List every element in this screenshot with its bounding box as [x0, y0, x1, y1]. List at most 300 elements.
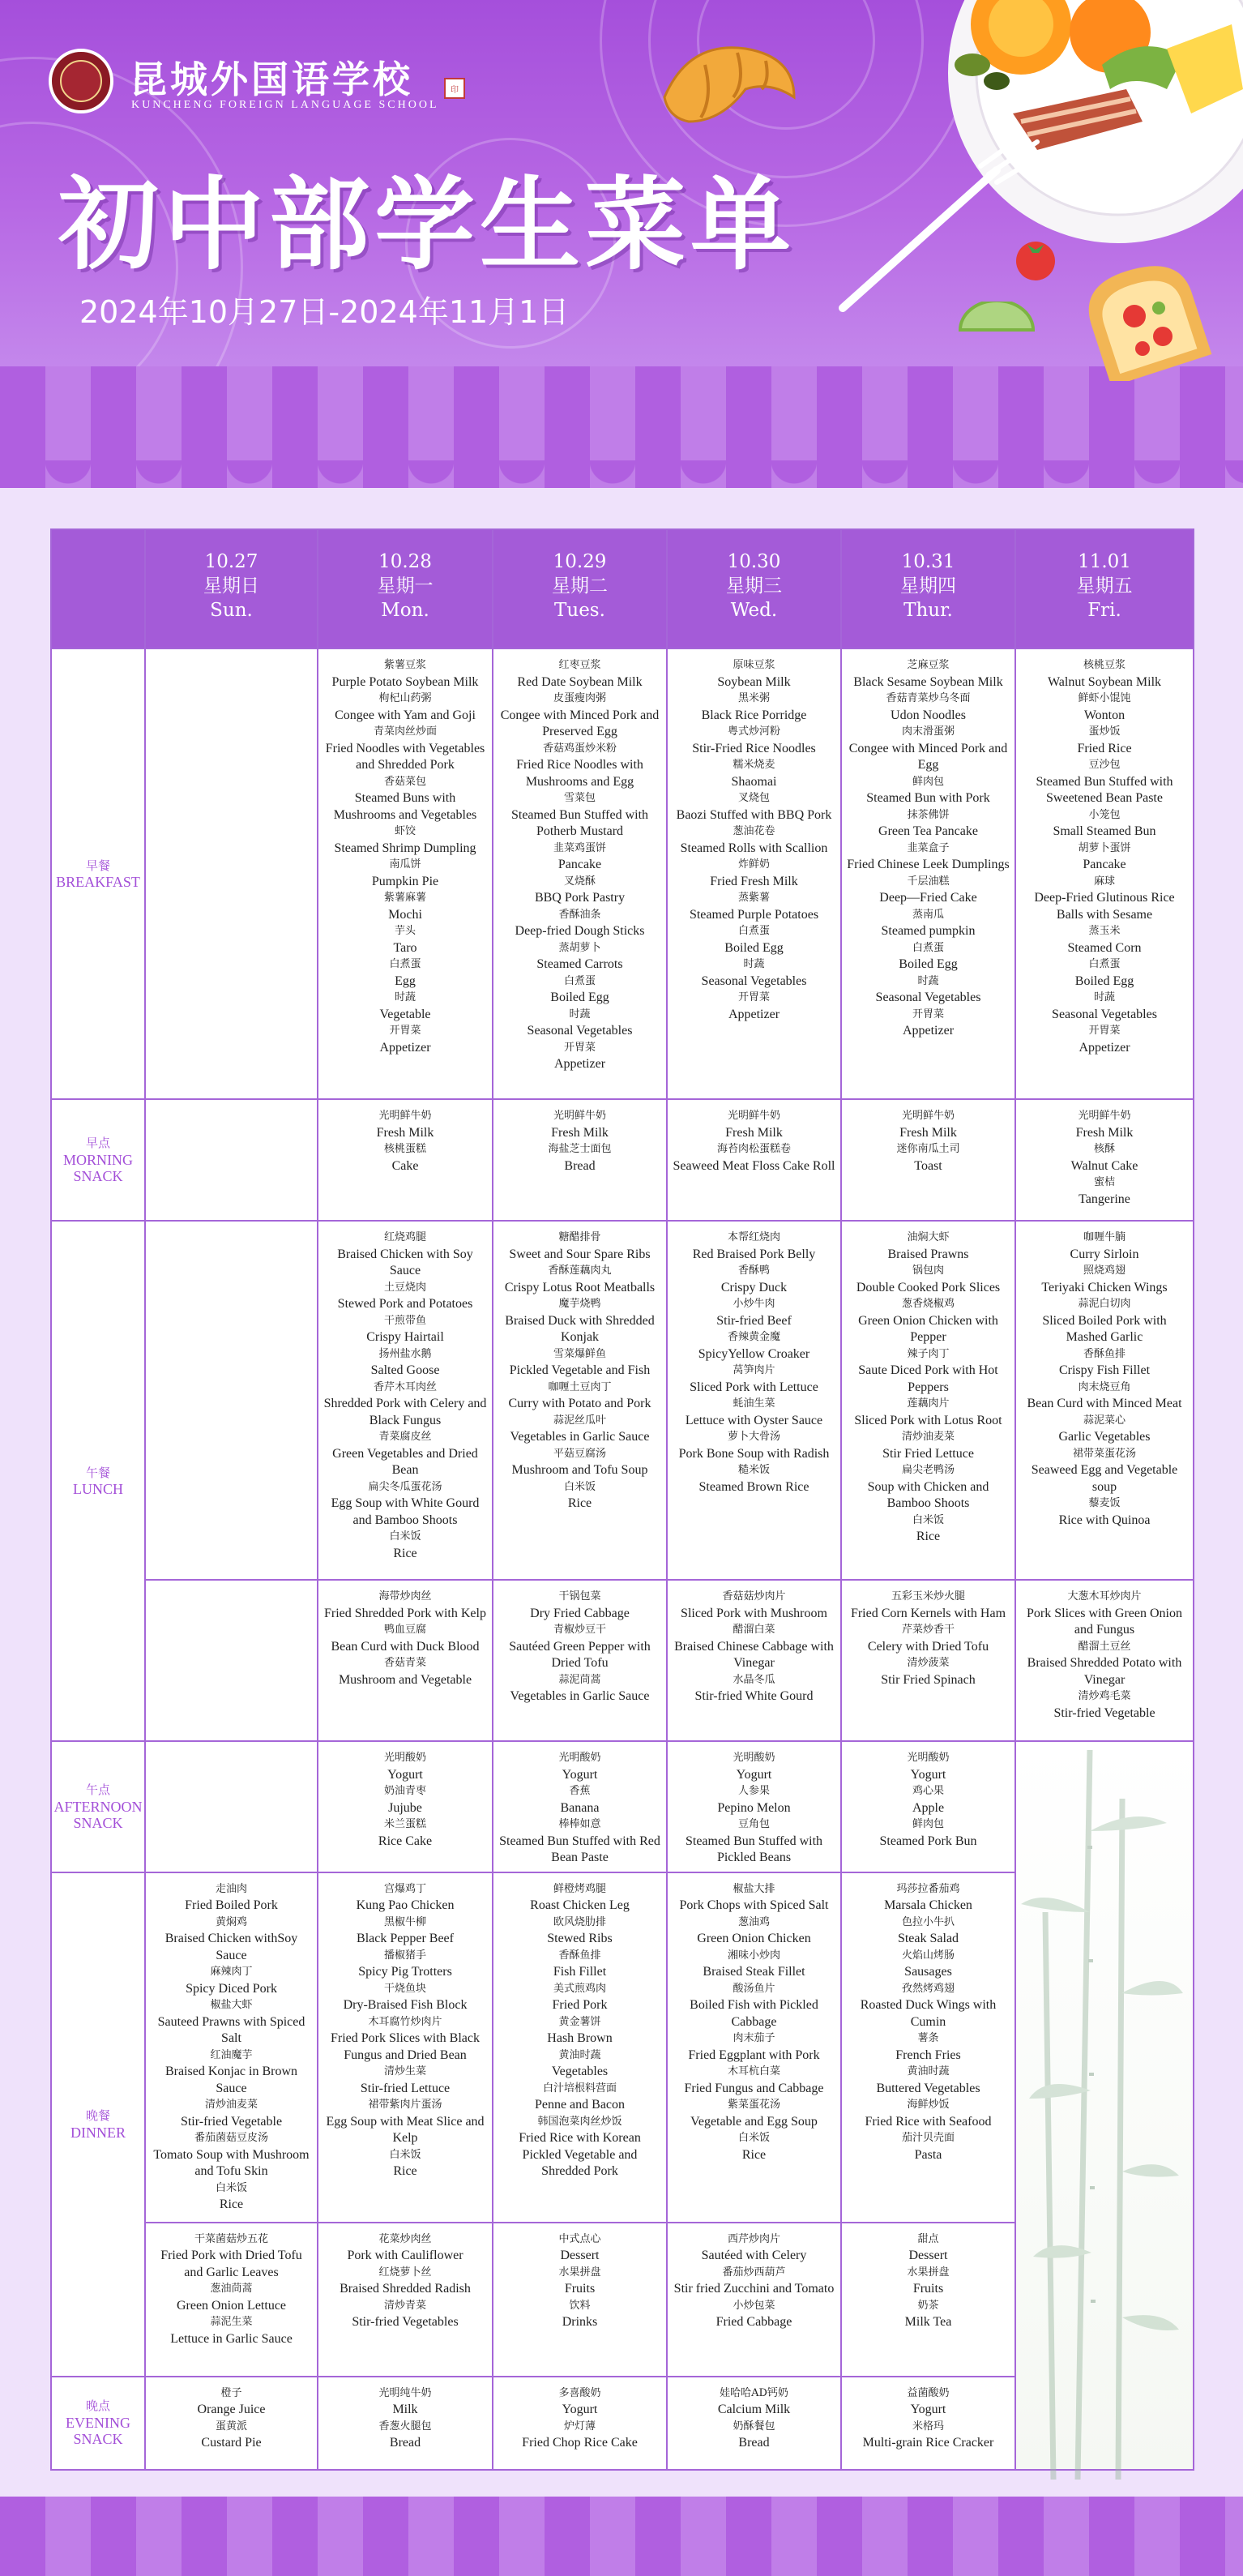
dish-name-en: Steamed Bun Stuffed with Potherb Mustard — [510, 807, 649, 838]
dish-name-en: Yogurt — [387, 1767, 423, 1782]
dish-name-cn: 黑米粥 — [737, 692, 770, 704]
menu-cell — [493, 1580, 667, 1741]
dish-name-en: Steamed Shrimp Dumpling — [334, 841, 476, 855]
dish-name-cn: 香辣黄金魔 — [727, 1331, 780, 1343]
dish-name-cn: 醋溜土豆丝 — [1078, 1640, 1131, 1653]
meal-label-afternoon-snack: 午点 AFTERNOON SNACK — [51, 1741, 145, 1872]
dish-name-en: Walnut Soybean Milk — [1047, 674, 1162, 689]
dish-name-cn: 米格玛 — [912, 2420, 944, 2433]
dish-name-cn: 韭菜盒子 — [907, 841, 950, 854]
dish-name-cn: 雪菜包 — [563, 792, 596, 804]
dish-name-en: Rice — [741, 2147, 767, 2162]
dish-name-cn: 白煮蛋 — [912, 941, 944, 954]
school-name: 昆城外国语学校 — [130, 58, 413, 101]
footer-awning — [0, 2497, 1243, 2576]
menu-table — [50, 528, 1194, 2471]
dish-name-cn: 红烧萝卜丝 — [378, 2266, 432, 2279]
menu-cell — [667, 1580, 841, 1741]
dish-name-cn: 魔芋烧鸭 — [558, 1298, 601, 1310]
dish-name-cn: 麻球 — [1093, 875, 1115, 888]
dish-name-en: Yogurt — [736, 1767, 772, 1782]
day-header: 10.28 星期一 Mon. — [318, 529, 493, 648]
dish-name-en: Dry-Braised Fish Block — [343, 1998, 468, 2012]
dish-name-cn: 香酥油条 — [558, 908, 601, 921]
dish-name-en: Apple — [912, 1800, 945, 1815]
dish-name-en: Black Pepper Beef — [357, 1932, 454, 1945]
dish-name-en: Stir-fried White Gourd — [694, 1689, 814, 1703]
dish-name-cn: 干烧鱼块 — [383, 1982, 426, 1995]
dish-name-en: Braised Shredded Potato with Vinegar — [1027, 1656, 1182, 1687]
dish-name-cn: 时蔬 — [569, 1008, 591, 1021]
dish-name-en: Pancake — [1083, 858, 1126, 871]
dish-name-en: Stir Fried Lettuce — [882, 1446, 974, 1461]
dish-name-en: Steamed Bun Stuffed with Red Bean Paste — [499, 1834, 660, 1864]
dish-name-en: Fruits — [564, 2282, 596, 2296]
dish-name-en: Stir Fried Spinach — [881, 1672, 976, 1687]
dish-name-en: Rice — [567, 1496, 592, 1510]
dish-name-en: Purple Potato Soybean Milk — [331, 674, 479, 689]
toast-icon — [1078, 259, 1215, 381]
dish-name-en: Braised Konjac in Brown Sauce — [164, 2065, 298, 2095]
dish-name-cn: 照烧鸡翅 — [1083, 1264, 1126, 1277]
dish-name-en: Mushroom and Tofu Soup — [511, 1463, 648, 1477]
dish-name-cn: 炸鲜奶 — [737, 858, 770, 871]
dish-name-cn: 扬州盐水鹅 — [378, 1347, 432, 1360]
dish-name-en: Fried Boiled Pork — [185, 1898, 278, 1912]
dish-name-en: Taro — [393, 940, 417, 955]
dish-name-cn: 黄油时蔬 — [907, 2065, 950, 2077]
dish-name-cn: 叉烧包 — [737, 792, 770, 804]
day-header: 11.01 星期五 Fri. — [1015, 529, 1194, 648]
dish-name-cn: 白米饭 — [389, 1530, 421, 1543]
dish-name-en: Fried Noodles with Vegetables and Shredded Pork — [325, 741, 485, 772]
dish-name-cn: 清炒油麦菜 — [901, 1431, 955, 1443]
dish-name-cn: 蛋炒饭 — [1088, 725, 1121, 738]
dish-name-en: Fresh Milk — [899, 1125, 957, 1140]
dish-name-en: Seasonal Vegetables — [701, 973, 807, 988]
dish-name-cn: 五彩玉米炒火腿 — [891, 1590, 965, 1603]
dish-name-en: Spicy Pig Trotters — [358, 1965, 452, 1979]
dish-name-en: Curry with Potato and Pork — [508, 1397, 651, 1410]
dish-name-cn: 干锅包菜 — [558, 1590, 601, 1603]
menu-cell — [667, 1099, 841, 1221]
dish-name-cn: 湘味小炒肉 — [727, 1949, 780, 1962]
dish-name-en: Fried Chop Rice Cake — [522, 2436, 638, 2450]
menu-cell — [667, 1872, 841, 2223]
menu-cell — [667, 2377, 841, 2470]
dish-name-cn: 光明鲜牛奶 — [553, 1110, 606, 1122]
dish-name-en: Vegetable — [379, 1007, 431, 1021]
dish-name-en: Salted Goose — [370, 1363, 440, 1377]
dish-name-cn: 扁尖老鸭汤 — [901, 1464, 955, 1476]
dish-name-cn: 人参果 — [737, 1785, 770, 1797]
menu-cell — [145, 1741, 318, 1872]
dish-name-en: Pumpkin Pie — [371, 874, 439, 888]
page-title: 初中部学生菜单 — [58, 167, 797, 284]
dish-name-en: Udon Noodles — [891, 708, 966, 722]
dish-name-en: Pork Slices with Green Onion and Fungus — [1027, 1606, 1182, 1637]
dish-name-en: Yogurt — [910, 1767, 946, 1782]
dish-name-cn: 米兰蛋糕 — [383, 1818, 426, 1830]
menu-cell — [318, 2223, 493, 2377]
dish-name-en: Drinks — [562, 2315, 598, 2329]
dish-name-cn: 欧风烧肋排 — [553, 1915, 606, 1928]
dish-name-cn: 白煮蛋 — [1088, 958, 1121, 970]
dish-name-cn: 清炒青菜 — [383, 2299, 426, 2312]
dish-name-en: Curry Sirloin — [1070, 1247, 1139, 1261]
dish-name-en: Milk Tea — [904, 2315, 952, 2329]
menu-cell — [841, 1872, 1015, 2223]
dish-name-en: Braised Duck with Shredded Konjak — [505, 1313, 655, 1344]
dish-name-en: Shaomai — [731, 774, 777, 789]
dish-name-en: Crispy Lotus Root Meatballs — [504, 1280, 656, 1294]
dish-name-en: Steamed Brown Rice — [698, 1479, 809, 1494]
dish-name-cn: 辣子肉丁 — [907, 1347, 950, 1360]
dish-name-cn: 迷你南瓜土司 — [896, 1143, 960, 1155]
menu-cell — [318, 2377, 493, 2470]
dish-name-en: Fried Rice with Korean Pickled Vegetable and Shredded Pork — [519, 2131, 641, 2178]
dish-name-en: Braised Chinese Cabbage with Vinegar — [674, 1639, 834, 1670]
dish-name-cn: 香葱火腿包 — [378, 2420, 432, 2433]
dish-name-en: Sausages — [904, 1965, 952, 1979]
school-logo-icon — [49, 49, 113, 113]
dish-name-cn: 白煮蛋 — [737, 925, 770, 937]
dish-name-en: Congee with Yam and Goji — [335, 708, 476, 722]
menu-cell — [318, 648, 493, 1099]
dish-name-cn: 核桃豆浆 — [1083, 659, 1126, 671]
dish-name-cn: 麻辣肉丁 — [210, 1966, 253, 1978]
dish-name-en: Steamed Corn — [1067, 940, 1142, 955]
dish-name-en: Fried Rice Noodles with Mushrooms and Egg — [516, 758, 643, 789]
dish-name-cn: 走油肉 — [215, 1882, 247, 1895]
dish-name-cn: 白煮蛋 — [563, 974, 596, 987]
dish-name-en: Vegetable and Egg Soup — [690, 2114, 818, 2129]
dish-name-en: Steamed Carrots — [536, 957, 623, 971]
dish-name-cn: 茄汁贝壳面 — [901, 2132, 955, 2144]
dish-name-en: Lettuce in Garlic Sauce — [170, 2331, 293, 2346]
dish-name-cn: 叉烧酥 — [563, 875, 596, 888]
menu-cell — [1015, 1221, 1194, 1580]
dish-name-en: Green Onion Chicken with Pepper — [858, 1313, 998, 1344]
dish-name-cn: 番茄炒西葫芦 — [722, 2266, 786, 2279]
dish-name-en: Deep-Fried Glutinous Rice Balls with Sesame — [1034, 891, 1175, 922]
dish-name-cn: 海苔肉松蛋糕卷 — [716, 1143, 791, 1155]
dish-name-en: Celery with Dried Tofu — [867, 1639, 989, 1654]
dish-name-en: Rice with Quinoa — [1058, 1513, 1151, 1527]
dish-name-en: Fried Pork — [552, 1998, 608, 2012]
dish-name-en: Cake — [391, 1158, 419, 1173]
dish-name-cn: 美式煎鸡肉 — [553, 1982, 606, 1995]
dish-name-en: Appetizer — [379, 1040, 431, 1055]
dish-name-cn: 蛋黄派 — [215, 2420, 247, 2433]
dish-name-en: Fried Rice — [1077, 741, 1132, 755]
dish-name-cn: 油焖大虾 — [907, 1231, 950, 1243]
dish-name-cn: 粤式炒河粉 — [727, 725, 780, 738]
dish-name-en: Congee with Minced Pork and Preserved Egg — [500, 708, 660, 738]
dish-name-cn: 蒸玉米 — [1088, 925, 1121, 937]
dish-name-en: Milk — [392, 2403, 418, 2416]
menu-cell — [493, 1872, 667, 2223]
dish-name-en: Fried Pork Slices with Black Fungus and Dried Bean — [331, 2031, 480, 2062]
dish-name-cn: 香芹木耳肉丝 — [373, 1380, 437, 1393]
dish-name-en: Fresh Milk — [551, 1125, 609, 1140]
dish-name-cn: 咖喱土豆肉丁 — [548, 1380, 612, 1393]
dish-name-cn: 抹茶佛饼 — [907, 808, 950, 821]
breakfast-row — [51, 648, 1194, 1099]
dish-name-cn: 青菜肉丝炒面 — [373, 725, 437, 738]
dish-name-cn: 蒜泥茼蒿 — [558, 1673, 601, 1686]
bamboo-icon — [1021, 1750, 1183, 2480]
dish-name-en: Mushroom and Vegetable — [338, 1672, 472, 1687]
menu-cell — [318, 1221, 493, 1580]
dish-name-en: Seasonal Vegetables — [875, 991, 981, 1004]
dish-name-en: Green Tea Pancake — [878, 824, 978, 838]
dish-name-en: Fried Fungus and Cabbage — [684, 2081, 824, 2095]
dish-name-cn: 葱香烧椒鸡 — [901, 1298, 955, 1310]
meal-label-breakfast: 早餐 BREAKFAST — [51, 648, 145, 1099]
dish-name-cn: 香酥莲藕肉丸 — [548, 1264, 612, 1277]
dish-name-cn: 孜然烤鸡翅 — [901, 1982, 955, 1995]
dish-name-cn: 火焰山烤肠 — [901, 1949, 955, 1962]
dish-name-cn: 香菇菇炒肉片 — [722, 1590, 786, 1603]
dish-name-cn: 播椒猪手 — [383, 1949, 426, 1962]
dish-name-cn: 南瓜饼 — [389, 858, 421, 871]
dish-name-en: Crispy Fish Fillet — [1058, 1363, 1151, 1377]
dish-name-en: Deep-fried Dough Sticks — [515, 924, 645, 938]
dish-name-cn: 开胃菜 — [389, 1025, 421, 1037]
dish-name-en: BBQ Pork Pastry — [534, 891, 626, 905]
dish-name-en: Steamed Bun Stuffed with Sweetened Bean Paste — [1036, 774, 1173, 805]
dish-name-en: Steamed pumpkin — [881, 924, 976, 938]
menu-cell — [1015, 1099, 1194, 1221]
dish-name-en: Fried Cabbage — [715, 2315, 792, 2329]
dish-name-en: Stewed Pork and Potatoes — [337, 1297, 473, 1311]
dish-name-cn: 鲜橙烤鸡腿 — [553, 1882, 606, 1895]
croissant-icon — [656, 32, 802, 138]
dish-name-cn: 扁尖冬瓜蛋花汤 — [368, 1480, 442, 1493]
dish-name-cn: 白米饭 — [912, 1513, 944, 1526]
dish-name-en: Fried Shredded Pork with Kelp — [324, 1606, 486, 1620]
dish-name-en: Stir-Fried Rice Noodles — [692, 741, 816, 755]
dish-name-en: Crispy Hairtail — [366, 1330, 444, 1344]
menu-cell — [145, 1580, 318, 1741]
dish-name-en: Pork with Cauliflower — [347, 2249, 463, 2262]
dish-name-cn: 饮料 — [569, 2299, 591, 2312]
dish-name-cn: 海盐芝士面包 — [548, 1143, 612, 1155]
dish-name-en: Stir-fried Vegetables — [352, 2315, 459, 2329]
fork-icon — [835, 138, 1045, 316]
dish-name-cn: 清炒菠菜 — [907, 1657, 950, 1669]
dish-name-en: Soybean Milk — [717, 674, 791, 689]
dish-name-cn: 藜麦饭 — [1088, 1497, 1121, 1509]
dish-name-en: Appetizer — [553, 1057, 606, 1071]
menu-cell — [667, 648, 841, 1099]
dish-name-cn: 醋溜白菜 — [733, 1624, 775, 1636]
dish-name-en: Tomato Soup with Mushroom and Tofu Skin — [153, 2147, 310, 2178]
dish-name-cn: 光明酸奶 — [907, 1752, 950, 1764]
dish-name-en: Sautéed Green Pepper with Dried Tofu — [509, 1639, 651, 1670]
dish-name-en: Fresh Milk — [725, 1125, 783, 1140]
dish-name-cn: 木耳杭白菜 — [727, 2065, 780, 2077]
dish-name-cn: 原味豆浆 — [733, 659, 775, 671]
dish-name-cn: 黄金薯饼 — [558, 2015, 601, 2028]
dish-name-en: Dessert — [908, 2249, 948, 2262]
dish-name-en: Stir fried Zucchini and Tomato — [673, 2282, 835, 2296]
dish-name-en: Braised Chicken with Soy Sauce — [337, 1247, 473, 1277]
dish-name-en: Fruits — [912, 2282, 944, 2296]
meal-label-lunch: 午餐 LUNCH — [51, 1221, 145, 1741]
dish-name-cn: 白煮蛋 — [389, 958, 421, 970]
dish-name-en: Fried Eggplant with Pork — [688, 2048, 820, 2062]
menu-cell — [318, 1741, 493, 1872]
dish-name-en: Roast Chicken Leg — [530, 1898, 630, 1912]
menu-cell — [667, 1741, 841, 1872]
dish-name-en: Yogurt — [562, 2403, 598, 2416]
dish-name-cn: 平菇豆腐汤 — [553, 1447, 606, 1460]
dish-name-en: Marsala Chicken — [884, 1898, 972, 1912]
dish-name-en: Bread — [738, 2436, 770, 2450]
menu-cell — [318, 1099, 493, 1221]
dish-name-en: Crispy Duck — [720, 1280, 788, 1294]
dish-name-en: Pancake — [557, 858, 602, 871]
dish-name-en: Vegetables in Garlic Sauce — [510, 1689, 650, 1703]
dish-name-en: Jujube — [388, 1800, 422, 1815]
dish-name-cn: 白米饭 — [215, 2181, 247, 2194]
dish-name-cn: 酸汤鱼片 — [733, 1982, 775, 1995]
dish-name-cn: 香酥鸭 — [737, 1264, 770, 1277]
dish-name-cn: 棒棒如意 — [558, 1818, 601, 1830]
dish-name-en: Hash Brown — [547, 2031, 613, 2045]
dish-name-en: Sweet and Sour Spare Ribs — [509, 1247, 651, 1261]
dish-name-en: Black Sesame Soybean Milk — [853, 674, 1003, 689]
dish-name-en: Lettuce with Oyster Sauce — [685, 1413, 823, 1427]
dish-name-en: Braised Chicken withSoy Sauce — [164, 1932, 298, 1962]
dish-name-cn: 紫薯麻薯 — [383, 892, 426, 904]
dish-name-en: Vegetables — [551, 2065, 609, 2078]
dish-name-cn: 葱油花卷 — [733, 825, 775, 837]
dish-name-cn: 蒸紫薯 — [737, 892, 770, 904]
dish-name-cn: 椒盐大虾 — [210, 1999, 253, 2011]
dish-name-en: Steamed Pork Bun — [879, 1834, 977, 1848]
dish-name-cn: 韭菜鸡蛋饼 — [553, 841, 606, 854]
dish-name-en: Pork Chops with Spiced Salt — [679, 1898, 829, 1912]
dish-name-cn: 香菇青菜 — [383, 1657, 426, 1669]
dish-name-en: Fried Rice with Seafood — [865, 2114, 992, 2129]
dish-name-cn: 光明鲜牛奶 — [378, 1110, 432, 1122]
dish-name-cn: 开胃菜 — [737, 991, 770, 1003]
dish-name-cn: 千层油糕 — [907, 875, 950, 888]
dish-name-cn: 玛莎拉番茄鸡 — [896, 1882, 960, 1895]
menu-cell — [493, 648, 667, 1099]
dish-name-cn: 红油魔芋 — [210, 2048, 253, 2061]
dish-name-cn: 干菜菌菇炒五花 — [194, 2232, 268, 2245]
dish-name-cn: 红枣豆浆 — [558, 659, 601, 671]
dish-name-cn: 黄油时蔬 — [558, 2048, 601, 2061]
dish-name-cn: 肉末烧豆角 — [1078, 1380, 1131, 1393]
dish-name-en: Sautéed with Celery — [701, 2249, 807, 2262]
dish-name-cn: 紫薯豆浆 — [383, 659, 426, 671]
dish-name-cn: 椒盐大排 — [733, 1882, 775, 1895]
dish-name-cn: 橙子 — [220, 2386, 242, 2399]
dish-name-en: Fried Fresh Milk — [710, 874, 798, 888]
dish-name-cn: 光明酸奶 — [733, 1752, 775, 1764]
dish-name-cn: 蒜泥丝瓜叶 — [553, 1414, 606, 1427]
dish-name-en: Rice — [393, 1546, 417, 1560]
dish-name-cn: 肉末滑蛋粥 — [901, 725, 955, 738]
dish-name-cn: 中式点心 — [558, 2232, 601, 2245]
menu-cell — [1015, 1580, 1194, 1741]
menu-cell — [493, 2377, 667, 2470]
dish-name-en: Green Onion Lettuce — [176, 2298, 287, 2313]
dish-name-en: Braised Steak Fillet — [703, 1965, 805, 1979]
dish-name-en: Mochi — [388, 907, 422, 922]
date-range: 2024年10月27日-2024年11月1日 — [79, 294, 570, 330]
dish-name-en: Green Vegetables and Dried Bean — [332, 1446, 478, 1477]
dish-name-cn: 香菇菜包 — [383, 775, 426, 788]
dish-name-cn: 豆沙包 — [1088, 759, 1121, 771]
dish-name-cn: 宫爆鸡丁 — [383, 1882, 426, 1895]
dish-name-cn: 糙米饭 — [737, 1464, 770, 1476]
lime-slice-icon — [956, 302, 1037, 358]
header-row — [51, 529, 1194, 648]
dish-name-cn: 土豆烧肉 — [383, 1281, 426, 1294]
dish-name-cn: 红烧鸡腿 — [383, 1231, 426, 1243]
dish-name-en: Custard Pie — [201, 2436, 262, 2450]
dish-name-en: Fresh Milk — [376, 1125, 434, 1140]
dish-name-cn: 蒜泥白切肉 — [1078, 1298, 1131, 1310]
dish-name-cn: 蒜泥菜心 — [1083, 1414, 1126, 1427]
dish-name-cn: 花菜炒肉丝 — [378, 2232, 432, 2245]
dish-name-cn: 干煎带鱼 — [383, 1314, 426, 1327]
dish-name-en: Red Braised Pork Belly — [692, 1247, 816, 1261]
menu-cell — [145, 2377, 318, 2470]
dish-name-en: Sliced Boiled Pork with Mashed Garlic — [1042, 1313, 1167, 1344]
day-header: 10.31 星期四 Thur. — [841, 529, 1015, 648]
menu-cell — [493, 1741, 667, 1872]
dish-name-en: Steamed Rolls with Scallion — [680, 841, 828, 855]
dish-name-en: Pork Bone Soup with Radish — [678, 1446, 830, 1461]
dish-name-cn: 水果拼盘 — [907, 2266, 950, 2279]
dish-name-en: Boiled Egg — [550, 991, 609, 1004]
lunch-extra-row — [51, 1580, 1194, 1741]
morning-snack-row — [51, 1099, 1194, 1221]
dish-name-cn: 番茄菌菇豆皮汤 — [194, 2132, 268, 2144]
dish-name-cn: 核桃蛋糕 — [383, 1143, 426, 1155]
dish-name-cn: 海鲜炒饭 — [907, 2099, 950, 2111]
dish-name-cn: 娃哈哈AD钙奶 — [720, 2386, 788, 2399]
dish-name-cn: 奶油青枣 — [383, 1785, 426, 1797]
dish-name-en: Stir-fried Beef — [716, 1313, 792, 1328]
dish-name-en: Double Cooked Pork Slices — [856, 1280, 1001, 1294]
dish-name-cn: 莴笋肉片 — [733, 1364, 775, 1376]
dish-name-en: Sliced Pork with Lettuce — [690, 1380, 818, 1394]
dish-name-cn: 裙带紫肉片蛋汤 — [368, 2099, 442, 2111]
dish-name-cn: 肉末茄子 — [733, 2032, 775, 2044]
menu-cell — [318, 1580, 493, 1741]
dish-name-cn: 开胃菜 — [563, 1041, 596, 1054]
dish-name-en: Black Rice Porridge — [701, 708, 807, 722]
dish-name-cn: 鸭血豆腐 — [383, 1624, 426, 1636]
dish-name-en: Buttered Vegetables — [876, 2081, 980, 2095]
dish-name-cn: 光明鲜牛奶 — [901, 1110, 955, 1122]
menu-cell — [145, 2223, 318, 2377]
dish-name-en: Shredded Pork with Celery and Black Fungus — [323, 1397, 487, 1427]
dish-name-en: Sauteed Prawns with Spiced Salt — [157, 2014, 305, 2045]
dish-name-en: Pasta — [914, 2147, 942, 2162]
dish-name-en: Fish Fillet — [553, 1965, 607, 1979]
dish-name-cn: 时蔬 — [1093, 991, 1115, 1003]
dish-name-cn: 小炒包菜 — [733, 2299, 775, 2312]
